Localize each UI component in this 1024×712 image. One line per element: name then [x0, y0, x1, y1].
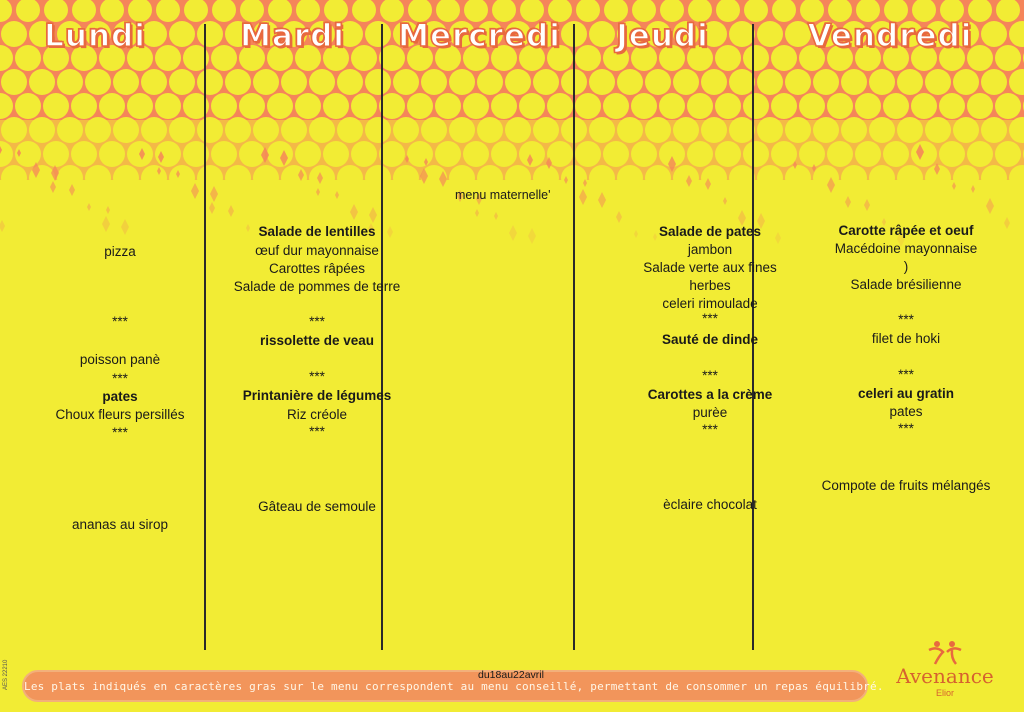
jeudi-garniture-bold: Carottes a la crème [647, 387, 773, 402]
jeudi-entree: celeri rimoulade [662, 296, 758, 311]
vendredi-entree: ) [903, 259, 909, 274]
mardi-entree-bold: Salade de lentilles [258, 224, 376, 239]
column-divider [573, 24, 575, 650]
day-vendredi: Vendredi [807, 18, 973, 54]
column-vendredi [795, 0, 1017, 600]
jeudi-entree: herbes [689, 278, 731, 293]
footer-banner [22, 670, 884, 702]
vendredi-garniture-bold: celeri au gratin [857, 386, 955, 401]
jeudi-separator: *** [702, 311, 718, 326]
date-range: du18au22avril [478, 669, 544, 681]
day-lundi: Lundi [44, 18, 146, 54]
lundi-separator: *** [112, 314, 128, 329]
day-mardi: Mardi [240, 18, 345, 54]
jeudi-dessert: èclaire chocolat [663, 497, 757, 512]
vendredi-separator: *** [898, 367, 914, 382]
vendredi-plat: filet de hoki [871, 331, 941, 346]
vendredi-separator: *** [898, 312, 914, 327]
dancers-icon [925, 640, 965, 666]
vendredi-separator: *** [898, 421, 914, 436]
lundi-entree: pizza [104, 244, 136, 259]
vendredi-entree-bold: Carotte râpée et oeuf [838, 223, 974, 238]
jeudi-separator: *** [702, 368, 718, 383]
brand-logo [880, 640, 1010, 706]
mardi-entree: Carottes râpées [268, 261, 366, 276]
mardi-plat-bold: rissolette de veau [259, 333, 375, 348]
jeudi-garniture: purèe [692, 405, 728, 420]
footer-text: Les plats indiqués en caractères gras sur le menu correspondent au menu conseillé, permettant de consommer un repas équilibré. [24, 680, 884, 693]
mardi-separator: *** [309, 424, 325, 439]
lundi-plat: poisson panè [79, 352, 161, 367]
day-jeudi: Jeudi [616, 18, 709, 54]
vendredi-entree: Salade brésilienne [850, 277, 962, 292]
mardi-dessert: Gâteau de semoule [258, 499, 376, 514]
mardi-garniture: Riz créole [286, 407, 348, 422]
lundi-dessert: ananas au sirop [71, 517, 169, 532]
lundi-separator: *** [112, 425, 128, 440]
mardi-entree: œuf dur mayonnaise [255, 243, 379, 258]
day-mercredi: Mercredi [398, 18, 561, 54]
mercredi-note: menu maternelle' [455, 188, 551, 202]
mardi-entree: Salade de pommes de terre [233, 279, 401, 294]
brand-sub: Elior [935, 688, 954, 698]
column-lundi [20, 0, 220, 600]
jeudi-separator: *** [702, 422, 718, 437]
lundi-garniture: Choux fleurs persillés [55, 407, 185, 422]
jeudi-entree-bold: Salade de pates [658, 224, 762, 239]
mardi-garniture-bold: Printanière de légumes [242, 388, 392, 403]
vendredi-entree: Macédoine mayonnaise [834, 241, 978, 256]
print-code: AES 22210 [3, 659, 9, 690]
mardi-separator: *** [309, 314, 325, 329]
lundi-separator: *** [112, 371, 128, 386]
column-mardi [212, 0, 422, 600]
mardi-separator: *** [309, 369, 325, 384]
vendredi-garniture: pates [889, 404, 923, 419]
vendredi-dessert: Compote de fruits mélangés [821, 478, 991, 493]
jeudi-plat-bold: Sauté de dinde [661, 332, 759, 347]
column-jeudi [605, 0, 815, 600]
brand-name: Avenance [896, 664, 994, 688]
jeudi-entree: Salade verte aux fines [643, 260, 777, 275]
lundi-garniture-bold: pates [102, 389, 138, 404]
jeudi-entree: jambon [687, 242, 733, 257]
